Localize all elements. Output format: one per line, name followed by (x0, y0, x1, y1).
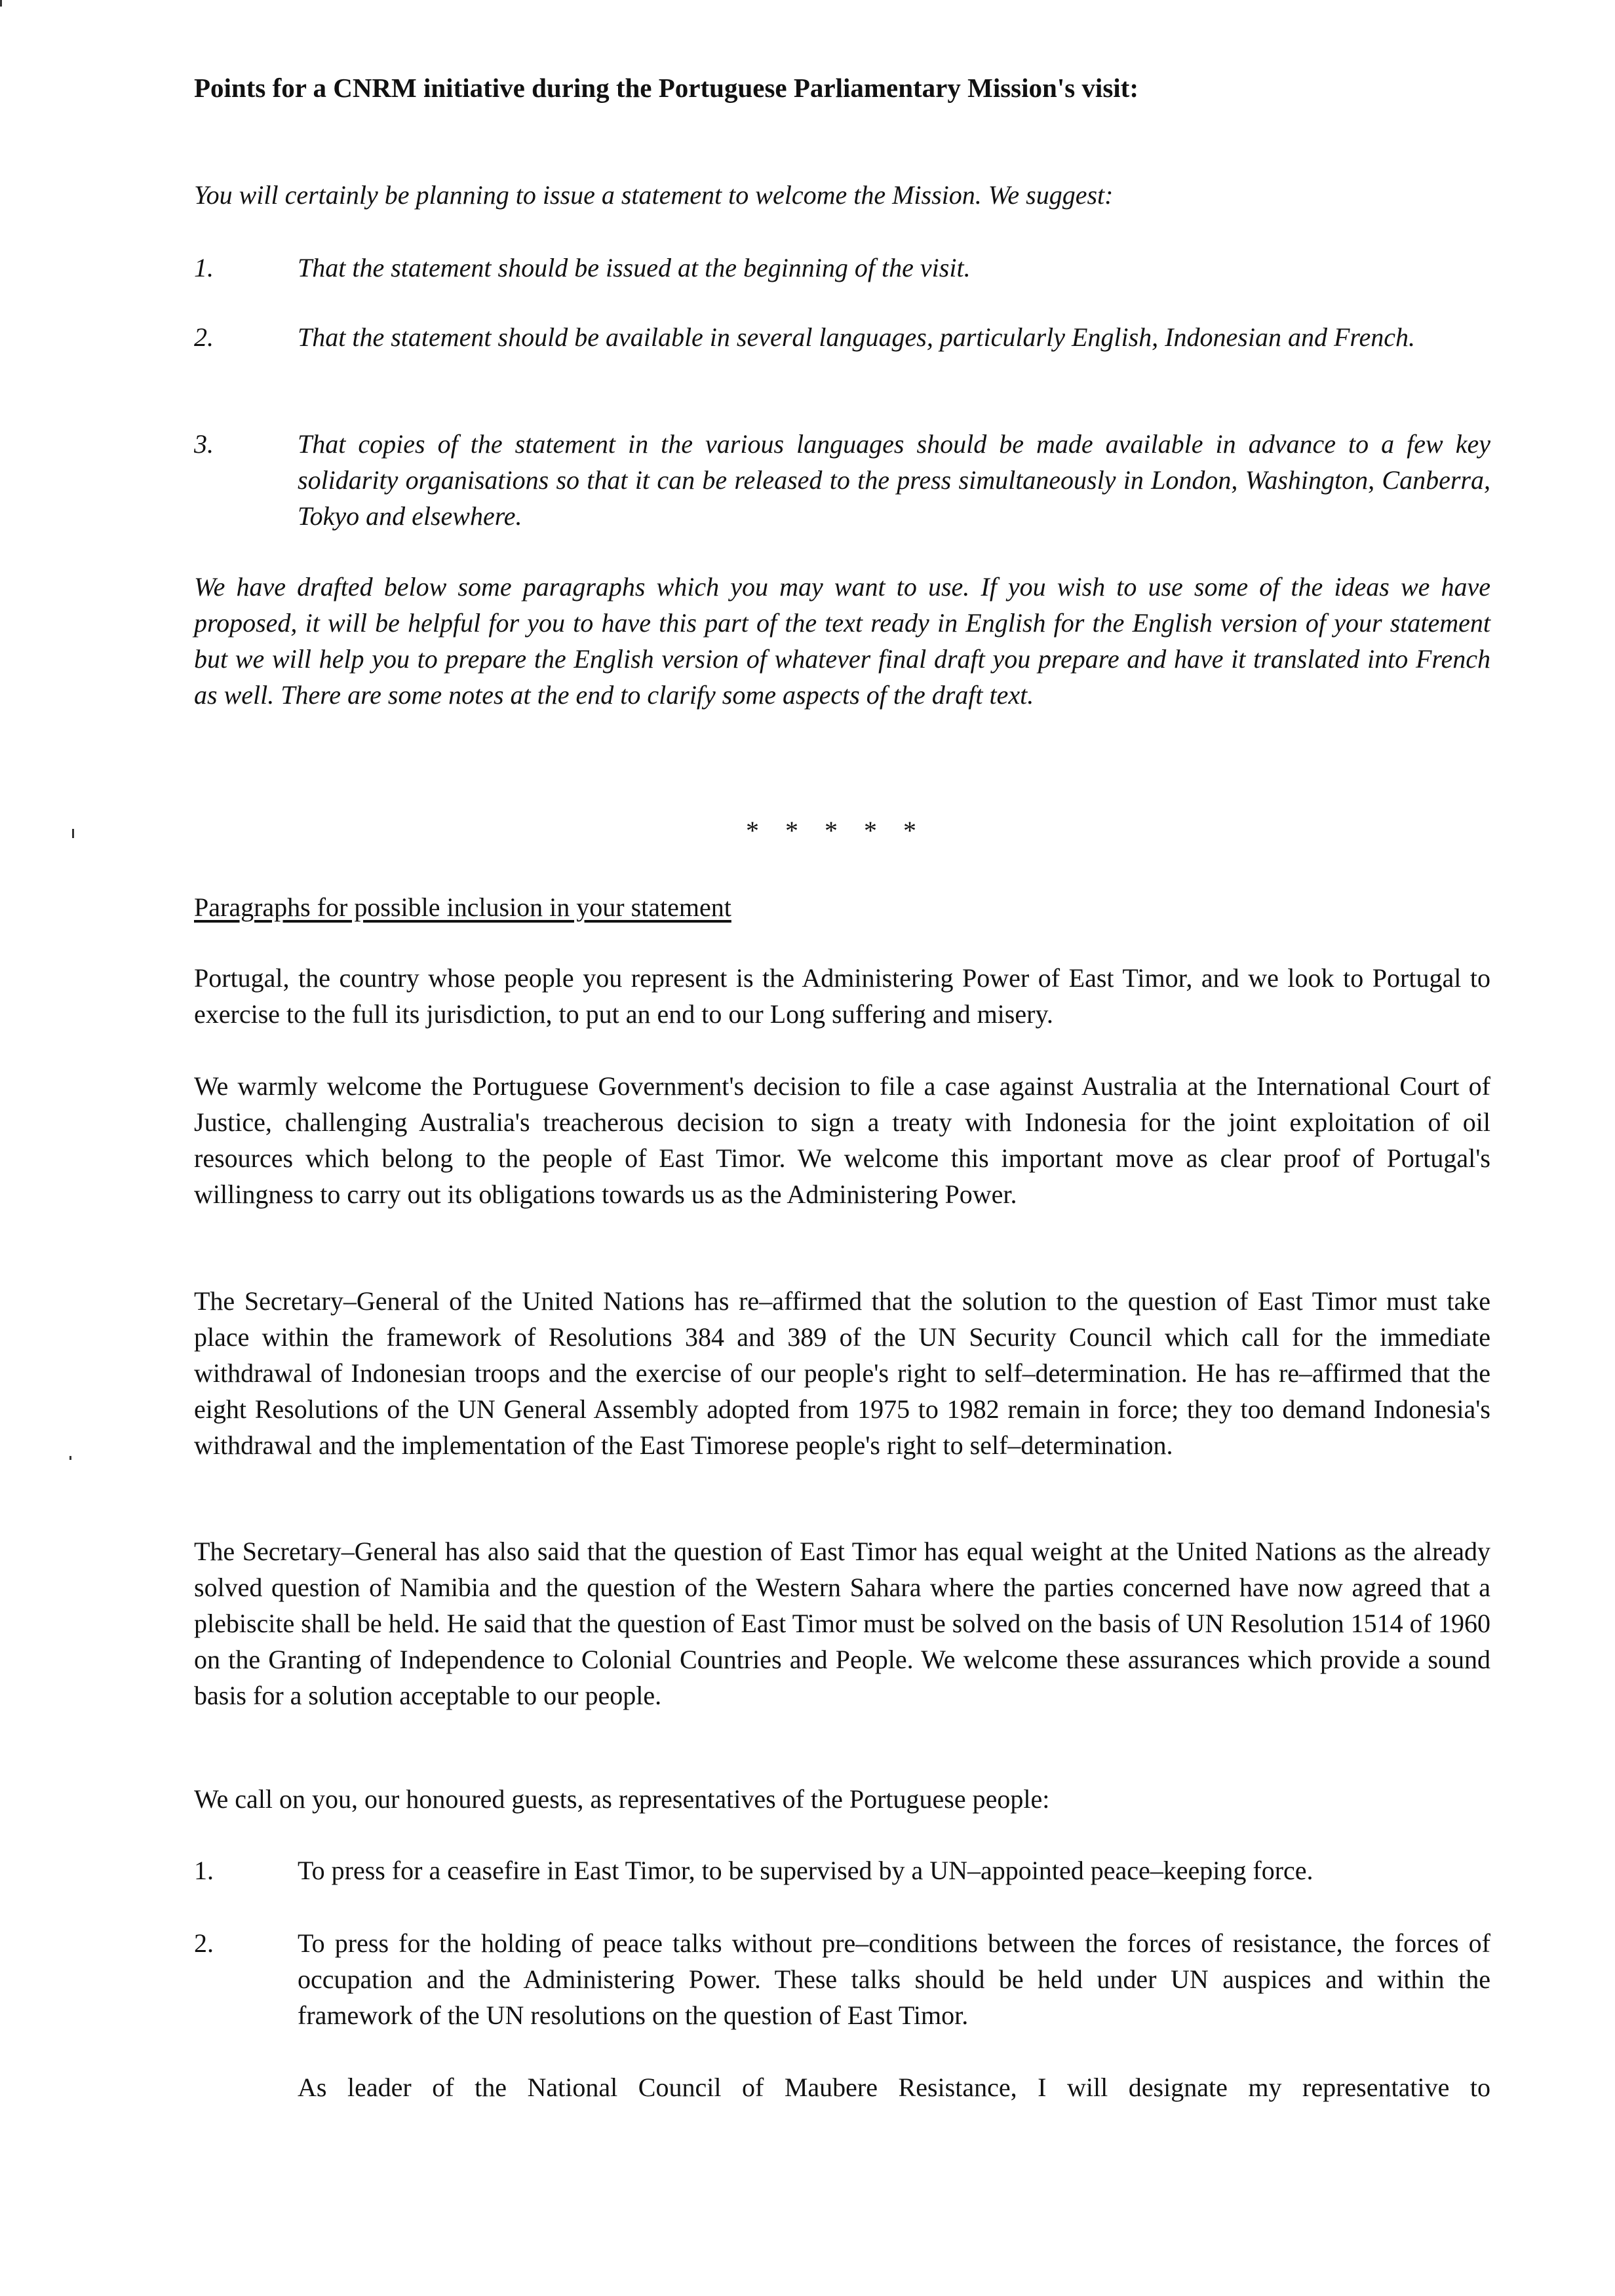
scan-speck (0, 0, 2, 7)
call-number: 1. (194, 1856, 214, 1885)
body-paragraph-1: Portugal, the country whose people you represent is the Administering Power of East Timor, and we look to Portugal to exercise to the full its jurisdiction, to put an end to our Long suffering and misery. (194, 963, 1490, 1029)
suggestion-number: 3. (194, 429, 214, 459)
call-continuation: As leader of the National Council of Maubere Resistance, I will designate my representative to (298, 2073, 1490, 2102)
suggestion-number: 2. (194, 322, 214, 352)
drafted-note-paragraph: We have drafted below some paragraphs which you may want to use. If you wish to use some of the ideas we have proposed, it will be helpful for you to have this part of the text ready in English for the English version of your statement but we will help you to prepare the English version of whatever final draft you prepare and have it translated into French as well. There are some notes at the end to clarify some aspects of the draft text. (194, 572, 1490, 710)
call-text: To press for the holding of peace talks without pre–conditions between the forces of resistance, the forces of occupation and the Administering Power. These talks should be held under UN auspices and within the framework of the UN resolutions on the question of East Timor. (298, 1928, 1490, 2030)
body-paragraph-2: We warmly welcome the Portuguese Government's decision to file a case against Australia at the International Court of Justice, challenging Australia's treacherous decision to sign a treaty with Indonesia for the joint exploitation of oil resources which belong to the people of East Timor. We welcome this important move as clear proof of Portugal's willingness to carry out its obligations towards us as the Administering Power. (194, 1071, 1490, 1209)
scan-speck (72, 829, 74, 838)
body-paragraph-3: The Secretary–General of the United Nations has re–affirmed that the solution to the question of East Timor must take place within the framework of Resolutions 384 and 389 of the UN Security Council which call for the immediate withdrawal of Indonesian troops and the exercise of our people's right to self–determination. He has re–affirmed that the eight Resolutions of the UN General Assembly adopted from 1975 to 1982 remain in force; they too demand Indonesia's withdrawal and the implementation of the East Timorese people's right to self–determination. (194, 1286, 1490, 1460)
intro-paragraph: You will certainly be planning to issue a statement to welcome the Mission. We suggest: (194, 180, 1114, 210)
body-paragraph-4: The Secretary–General has also said that the question of East Timor has equal weight at the United Nations as the already solved question of Namibia and the question of the Western Sahara where the parties concerned have now agreed that a plebiscite shall be held. He said that the question of East Timor must be solved on the basis of UN Resolution 1514 of 1960 on the Granting of Independence to Colonial Countries and People. We welcome these assurances which provide a sound basis for a solution acceptable to our people. (194, 1537, 1490, 1710)
suggestion-text: That the statement should be issued at the beginning of the visit. (298, 253, 971, 282)
suggestion-number: 1. (194, 253, 214, 282)
document-title: Points for a CNRM initiative during the Portuguese Parliamentary Mission's visit: (194, 73, 1138, 103)
call-number: 2. (194, 1928, 214, 1958)
section-separator: * * * * * (746, 816, 916, 845)
call-text: To press for a ceasefire in East Timor, to be supervised by a UN–appointed peace–keeping force. (298, 1856, 1313, 1885)
section-heading: Paragraphs for possible inclusion in your statement (194, 892, 731, 922)
scan-speck (69, 1456, 71, 1460)
body-paragraph-5: We call on you, our honoured guests, as representatives of the Portuguese people: (194, 1784, 1050, 1814)
suggestion-text: That copies of the statement in the various languages should be made available in advance to a few key solidarity organisations so that it can be released to the press simultaneously in London, Washington, Canberra, Tokyo and elsewhere. (298, 429, 1490, 531)
suggestion-text: That the statement should be available in several languages, particularly English, Indonesian and French. (298, 322, 1415, 352)
